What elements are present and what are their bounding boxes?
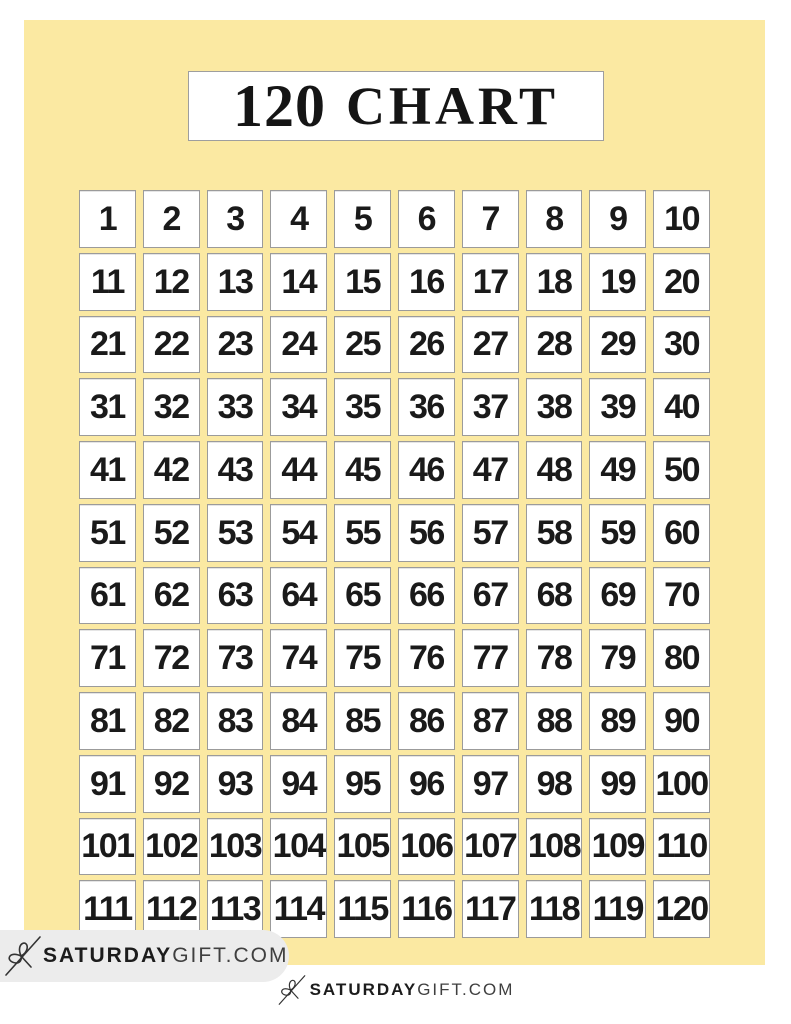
grid-cell-108: 108 bbox=[526, 818, 583, 876]
grid-cell-33: 33 bbox=[207, 378, 264, 436]
gift-bow-icon bbox=[3, 934, 43, 978]
grid-cell-93: 93 bbox=[207, 755, 264, 813]
grid-cell-85: 85 bbox=[334, 692, 391, 750]
grid-cell-73: 73 bbox=[207, 629, 264, 687]
grid-cell-54: 54 bbox=[270, 504, 327, 562]
grid-cell-119: 119 bbox=[589, 880, 646, 938]
grid-cell-72: 72 bbox=[143, 629, 200, 687]
grid-cell-28: 28 bbox=[526, 316, 583, 374]
grid-cell-36: 36 bbox=[398, 378, 455, 436]
grid-cell-25: 25 bbox=[334, 316, 391, 374]
brand-bold-text: SATURDAY bbox=[43, 944, 173, 967]
grid-cell-30: 30 bbox=[653, 316, 710, 374]
grid-cell-70: 70 bbox=[653, 567, 710, 625]
grid-cell-114: 114 bbox=[270, 880, 327, 938]
watermark-left bbox=[0, 930, 289, 982]
grid-cell-5: 5 bbox=[334, 190, 391, 248]
grid-cell-40: 40 bbox=[653, 378, 710, 436]
grid-cell-42: 42 bbox=[143, 441, 200, 499]
grid-cell-10: 10 bbox=[653, 190, 710, 248]
grid-cell-103: 103 bbox=[207, 818, 264, 876]
grid-cell-109: 109 bbox=[589, 818, 646, 876]
grid-cell-8: 8 bbox=[526, 190, 583, 248]
grid-cell-2: 2 bbox=[143, 190, 200, 248]
grid-cell-87: 87 bbox=[462, 692, 519, 750]
grid-cell-24: 24 bbox=[270, 316, 327, 374]
brand-light-text: GIFT.COM bbox=[172, 944, 289, 967]
grid-cell-78: 78 bbox=[526, 629, 583, 687]
grid-cell-91: 91 bbox=[79, 755, 136, 813]
grid-cell-107: 107 bbox=[462, 818, 519, 876]
grid-cell-39: 39 bbox=[589, 378, 646, 436]
grid-cell-20: 20 bbox=[653, 253, 710, 311]
grid-cell-35: 35 bbox=[334, 378, 391, 436]
brand-light-text: GIFT.COM bbox=[417, 980, 515, 999]
grid-cell-80: 80 bbox=[653, 629, 710, 687]
grid-cell-12: 12 bbox=[143, 253, 200, 311]
grid-cell-105: 105 bbox=[334, 818, 391, 876]
grid-cell-98: 98 bbox=[526, 755, 583, 813]
grid-cell-68: 68 bbox=[526, 567, 583, 625]
grid-cell-22: 22 bbox=[143, 316, 200, 374]
grid-cell-53: 53 bbox=[207, 504, 264, 562]
grid-cell-120: 120 bbox=[653, 880, 710, 938]
grid-cell-96: 96 bbox=[398, 755, 455, 813]
grid-cell-43: 43 bbox=[207, 441, 264, 499]
grid-cell-6: 6 bbox=[398, 190, 455, 248]
grid-cell-44: 44 bbox=[270, 441, 327, 499]
grid-cell-3: 3 bbox=[207, 190, 264, 248]
grid-cell-21: 21 bbox=[79, 316, 136, 374]
grid-cell-84: 84 bbox=[270, 692, 327, 750]
grid-cell-88: 88 bbox=[526, 692, 583, 750]
grid-cell-50: 50 bbox=[653, 441, 710, 499]
grid-cell-62: 62 bbox=[143, 567, 200, 625]
grid-cell-63: 63 bbox=[207, 567, 264, 625]
grid-cell-97: 97 bbox=[462, 755, 519, 813]
grid-cell-101: 101 bbox=[79, 818, 136, 876]
grid-cell-67: 67 bbox=[462, 567, 519, 625]
grid-cell-92: 92 bbox=[143, 755, 200, 813]
grid-cell-9: 9 bbox=[589, 190, 646, 248]
grid-cell-58: 58 bbox=[526, 504, 583, 562]
grid-cell-29: 29 bbox=[589, 316, 646, 374]
grid-cell-4: 4 bbox=[270, 190, 327, 248]
grid-cell-55: 55 bbox=[334, 504, 391, 562]
grid-cell-45: 45 bbox=[334, 441, 391, 499]
grid-cell-59: 59 bbox=[589, 504, 646, 562]
grid-cell-26: 26 bbox=[398, 316, 455, 374]
grid-cell-104: 104 bbox=[270, 818, 327, 876]
grid-cell-83: 83 bbox=[207, 692, 264, 750]
grid-cell-32: 32 bbox=[143, 378, 200, 436]
grid-cell-82: 82 bbox=[143, 692, 200, 750]
grid-cell-23: 23 bbox=[207, 316, 264, 374]
grid-cell-76: 76 bbox=[398, 629, 455, 687]
grid-cell-31: 31 bbox=[79, 378, 136, 436]
grid-cell-65: 65 bbox=[334, 567, 391, 625]
grid-cell-89: 89 bbox=[589, 692, 646, 750]
grid-cell-41: 41 bbox=[79, 441, 136, 499]
grid-cell-102: 102 bbox=[143, 818, 200, 876]
grid-cell-90: 90 bbox=[653, 692, 710, 750]
grid-cell-71: 71 bbox=[79, 629, 136, 687]
grid-cell-27: 27 bbox=[462, 316, 519, 374]
grid-cell-51: 51 bbox=[79, 504, 136, 562]
grid-cell-86: 86 bbox=[398, 692, 455, 750]
grid-cell-77: 77 bbox=[462, 629, 519, 687]
brand-bold-text: SATURDAY bbox=[309, 980, 418, 999]
gift-bow-icon bbox=[277, 973, 307, 1007]
grid-cell-113: 113 bbox=[207, 880, 264, 938]
grid-cell-79: 79 bbox=[589, 629, 646, 687]
grid-cell-56: 56 bbox=[398, 504, 455, 562]
grid-cell-118: 118 bbox=[526, 880, 583, 938]
grid-cell-52: 52 bbox=[143, 504, 200, 562]
grid-cell-48: 48 bbox=[526, 441, 583, 499]
grid-cell-99: 99 bbox=[589, 755, 646, 813]
grid-cell-100: 100 bbox=[653, 755, 710, 813]
grid-cell-7: 7 bbox=[462, 190, 519, 248]
grid-cell-49: 49 bbox=[589, 441, 646, 499]
grid-cell-110: 110 bbox=[653, 818, 710, 876]
grid-cell-19: 19 bbox=[589, 253, 646, 311]
grid-cell-66: 66 bbox=[398, 567, 455, 625]
grid-cell-38: 38 bbox=[526, 378, 583, 436]
grid-cell-1: 1 bbox=[79, 190, 136, 248]
grid-cell-37: 37 bbox=[462, 378, 519, 436]
grid-cell-47: 47 bbox=[462, 441, 519, 499]
grid-cell-15: 15 bbox=[334, 253, 391, 311]
grid-cell-112: 112 bbox=[143, 880, 200, 938]
grid-cell-64: 64 bbox=[270, 567, 327, 625]
grid-cell-13: 13 bbox=[207, 253, 264, 311]
grid-cell-117: 117 bbox=[462, 880, 519, 938]
grid-cell-18: 18 bbox=[526, 253, 583, 311]
grid-cell-94: 94 bbox=[270, 755, 327, 813]
grid-cell-57: 57 bbox=[462, 504, 519, 562]
grid-cell-14: 14 bbox=[270, 253, 327, 311]
grid-cell-111: 111 bbox=[79, 880, 136, 938]
grid-cell-60: 60 bbox=[653, 504, 710, 562]
grid-cell-75: 75 bbox=[334, 629, 391, 687]
grid-cell-17: 17 bbox=[462, 253, 519, 311]
grid-cell-16: 16 bbox=[398, 253, 455, 311]
grid-cell-116: 116 bbox=[398, 880, 455, 938]
grid-cell-46: 46 bbox=[398, 441, 455, 499]
grid-cell-74: 74 bbox=[270, 629, 327, 687]
title-number: 120 bbox=[232, 73, 326, 139]
number-grid bbox=[79, 190, 710, 938]
grid-cell-81: 81 bbox=[79, 692, 136, 750]
grid-cell-61: 61 bbox=[79, 567, 136, 625]
grid-cell-11: 11 bbox=[79, 253, 136, 311]
title-word: CHART bbox=[345, 76, 560, 136]
grid-cell-95: 95 bbox=[334, 755, 391, 813]
brand-wordmark bbox=[310, 980, 515, 1000]
grid-cell-106: 106 bbox=[398, 818, 455, 876]
grid-cell-34: 34 bbox=[270, 378, 327, 436]
title-box bbox=[188, 71, 604, 141]
grid-cell-69: 69 bbox=[589, 567, 646, 625]
grid-cell-115: 115 bbox=[334, 880, 391, 938]
brand-wordmark bbox=[43, 944, 289, 968]
